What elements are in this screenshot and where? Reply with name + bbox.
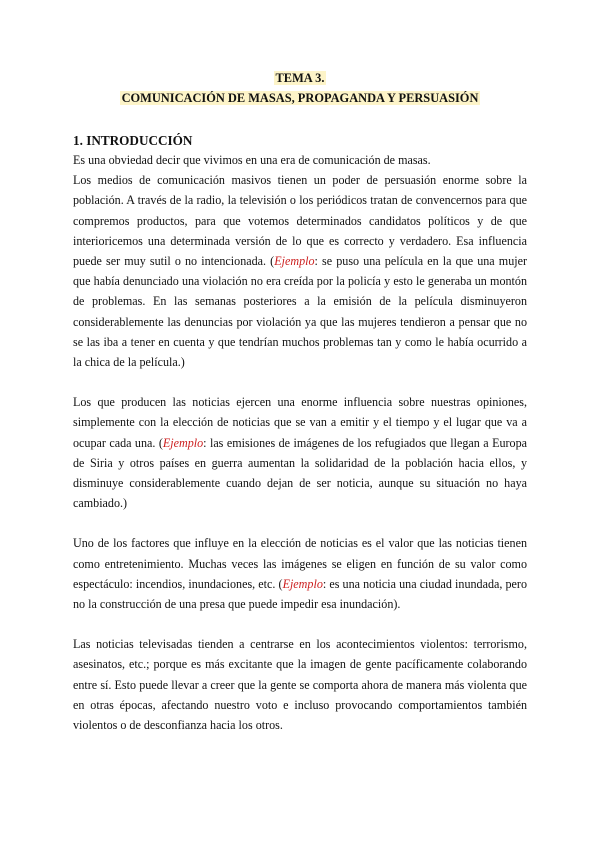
paragraph-text: : es una noticia una ciudad inundada, pero no la construcción de una presa que puede impedir esa inundación). — [73, 576, 527, 612]
paragraph-media-power — [73, 170, 527, 372]
example-label: Ejemplo — [162, 435, 204, 450]
paragraph-text: Los medios de comunicación masivos tienen un poder de persuasión enorme sobre la población. A través de la radio, la televisión o los periódicos tratan de convencernos para que compremos productos, para que votemos determinados candidatos políticos y de que interioricemos una determinada versión de lo que es correcto y verdadero. Esa influencia puede ser muy sutil o no intencionada. ( — [73, 173, 527, 269]
example-label: Ejemplo — [282, 576, 323, 591]
paragraph-violent-news: Las noticias televisadas tienden a centrarse en los acontecimientos violentos: terrorismo, asesinatos, etc.; porque es más excitante que la imagen de gente pacíficamente colaborando entre sí. Esto puede llevar a creer que la gente se comporta ahora de manera más violenta que en otras épocas, afectando nuestro voto e incluso provocando comportamientos también violentos o de desconfianza hacia los otros. — [73, 637, 527, 733]
example-label: Ejemplo — [274, 254, 315, 269]
paragraph-entertainment — [73, 533, 527, 614]
paragraph-text: : las emisiones de imágenes de los refugiados que llegan a Europa de Siria y otros países en guerra aumentan la solidaridad de la población hacia ellos, y disminuye considerablemente cuando dejan de ser noticia, aunque su situación no haya cambiado.) — [73, 435, 527, 511]
paragraph-intro: Es una obviedad decir que vivimos en una era de comunicación de masas. — [73, 153, 431, 167]
paragraph-gap — [73, 372, 527, 392]
paragraph-text: Uno de los factores que influye en la elección de noticias es el valor que las noticias tienen como entretenimiento. Muchas veces las imágenes se eligen en función de su valor como espectáculo: incendios, inundaciones, etc. ( — [73, 536, 527, 591]
paragraph-news-producers — [73, 392, 527, 513]
paragraph-text: Los que producen las noticias ejercen una enorme influencia sobre nuestras opiniones, simplemente con la elección de noticias que se van a emitir y el tiempo y el lugar que va a ocupar cada una. ( — [73, 395, 527, 450]
section-heading: 1. INTRODUCCIÓN — [73, 133, 193, 148]
paragraph-gap — [73, 614, 527, 634]
title-block — [73, 68, 527, 108]
document-page — [73, 68, 527, 735]
paragraph-gap — [73, 513, 527, 533]
document-title: TEMA 3. — [275, 71, 325, 85]
document-subtitle: COMUNICACIÓN DE MASAS, PROPAGANDA Y PERSUASIÓN — [121, 91, 479, 105]
paragraph-text: : se puso una película en la que una mujer que había denunciado una violación no era creída por la policía y esto le generaba un montón de problemas. En las semanas posteriores a la emisión de la película disminuyeron considerablemente las denuncias por violación ya que las mujeres tendieron a pensar que no se las iba a tener en cuenta y que tendrían muchos problemas tan y como le había ocurrido a la chica de la película.) — [73, 254, 528, 370]
